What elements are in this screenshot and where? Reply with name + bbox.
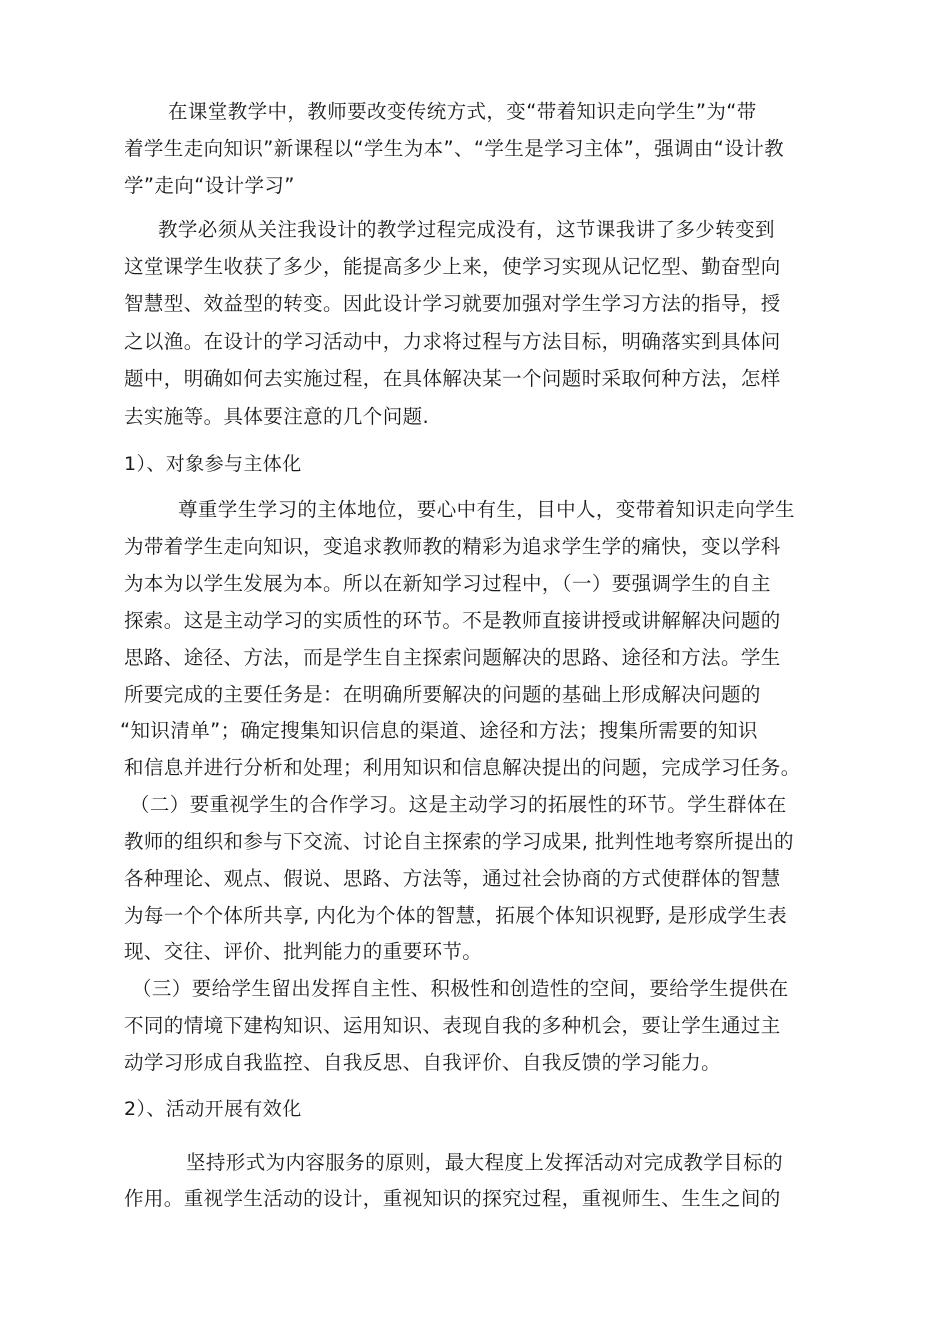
paragraph-5-line-2: 不同的情境下建构知识、运用知识、表现自我的多种机会，要让学生通过主 bbox=[124, 1014, 781, 1037]
paragraph-4-line-4: 为每一个个体所共享, 内化为个体的智慧，拓展个体知识视野, 是形成学生表 bbox=[124, 904, 788, 927]
paragraph-2-line-5: 题中，明确如何去实施过程，在具体解决某一个问题时采取何种方法，怎样 bbox=[124, 367, 781, 390]
paragraph-2-line-2: 这堂课学生收获了多少，能提高多少上来，使学习实现从记忆型、勤奋型向 bbox=[124, 255, 781, 278]
paragraph-3-line-5: 思路、途径、方法，而是学生自主探索问题解决的思路、途径和方法。学生 bbox=[124, 646, 781, 669]
paragraph-3-line-1: 尊重学生学习的主体地位，要心中有生，目中人，变带着知识走向学生 bbox=[178, 498, 795, 521]
paragraph-3-line-6: 所要完成的主要任务是：在明确所要解决的问题的基础上形成解决问题的 bbox=[124, 683, 761, 706]
section-heading-2: 2）、活动开展有效化 bbox=[124, 1098, 302, 1120]
paragraph-2-line-1: 教学必须从关注我设计的教学过程完成没有，这节课我讲了多少转变到 bbox=[158, 218, 775, 241]
paragraph-1-line-2: 着学生走向知识”新课程以“学生为本”、“学生是学习主体”，强调由“设计教 bbox=[124, 137, 785, 160]
paragraph-4-line-3: 各种理论、观点、假说、思路、方法等，通过社会协商的方式使群体的智慧 bbox=[124, 867, 781, 890]
paragraph-3-line-4: 探索。这是主动学习的实质性的环节。不是教师直接讲授或讲解解决问题的 bbox=[124, 609, 781, 632]
paragraph-3-line-2: 为带着学生走向知识，变追求教师教的精彩为追求学生学的痛快，变以学科 bbox=[124, 535, 781, 558]
paragraph-4-line-1: （二）要重视学生的合作学习。这是主动学习的拓展性的环节。学生群体在 bbox=[130, 793, 787, 816]
paragraph-2-line-3: 智慧型、效益型的转变。因此设计学习就要加强对学生学习方法的指导，授 bbox=[124, 292, 781, 315]
paragraph-3-line-8: 和信息并进行分析和处理；利用知识和信息解决提出的问题，完成学习任务。 bbox=[124, 756, 801, 779]
paragraph-1-line-1: 在课堂教学中，教师要改变传统方式，变“带着知识走向学生”为“带 bbox=[168, 100, 757, 123]
paragraph-5-line-1: （三）要给学生留出发挥自主性、积极性和创造性的空间，要给学生提供在 bbox=[132, 977, 789, 1000]
paragraph-6-line-2: 作用。重视学生活动的设计，重视知识的探究过程，重视师生、生生之间的 bbox=[124, 1187, 781, 1210]
paragraph-3-line-7: “知识清单”；确定搜集知识信息的渠道、途径和方法；搜集所需要的知识 bbox=[120, 719, 758, 742]
section-heading-1: 1）、对象参与主体化 bbox=[124, 453, 302, 475]
paragraph-4-line-2: 教师的组织和参与下交流、讨论自主探索的学习成果, 批判性地考察所提出的 bbox=[124, 830, 794, 853]
paragraph-5-line-3: 动学习形成自我监控、自我反思、自我评价、自我反馈的学习能力。 bbox=[124, 1051, 722, 1074]
paragraph-2-line-4: 之以渔。在设计的学习活动中，力求将过程与方法目标，明确落实到具体问 bbox=[124, 330, 781, 353]
paragraph-6-line-1: 坚持形式为内容服务的原则，最大程度上发挥活动对完成教学目标的 bbox=[186, 1151, 784, 1174]
paragraph-3-line-3: 为本为以学生发展为本。所以在新知学习过程中，（一）要强调学生的自主 bbox=[124, 572, 771, 595]
paragraph-2-line-6: 去实施等。具体要注意的几个问题. bbox=[124, 405, 430, 428]
paragraph-1-line-3: 学”走向“设计学习” bbox=[124, 174, 295, 197]
paragraph-4-line-5: 现、交往、评价、批判能力的重要环节。 bbox=[124, 940, 483, 963]
